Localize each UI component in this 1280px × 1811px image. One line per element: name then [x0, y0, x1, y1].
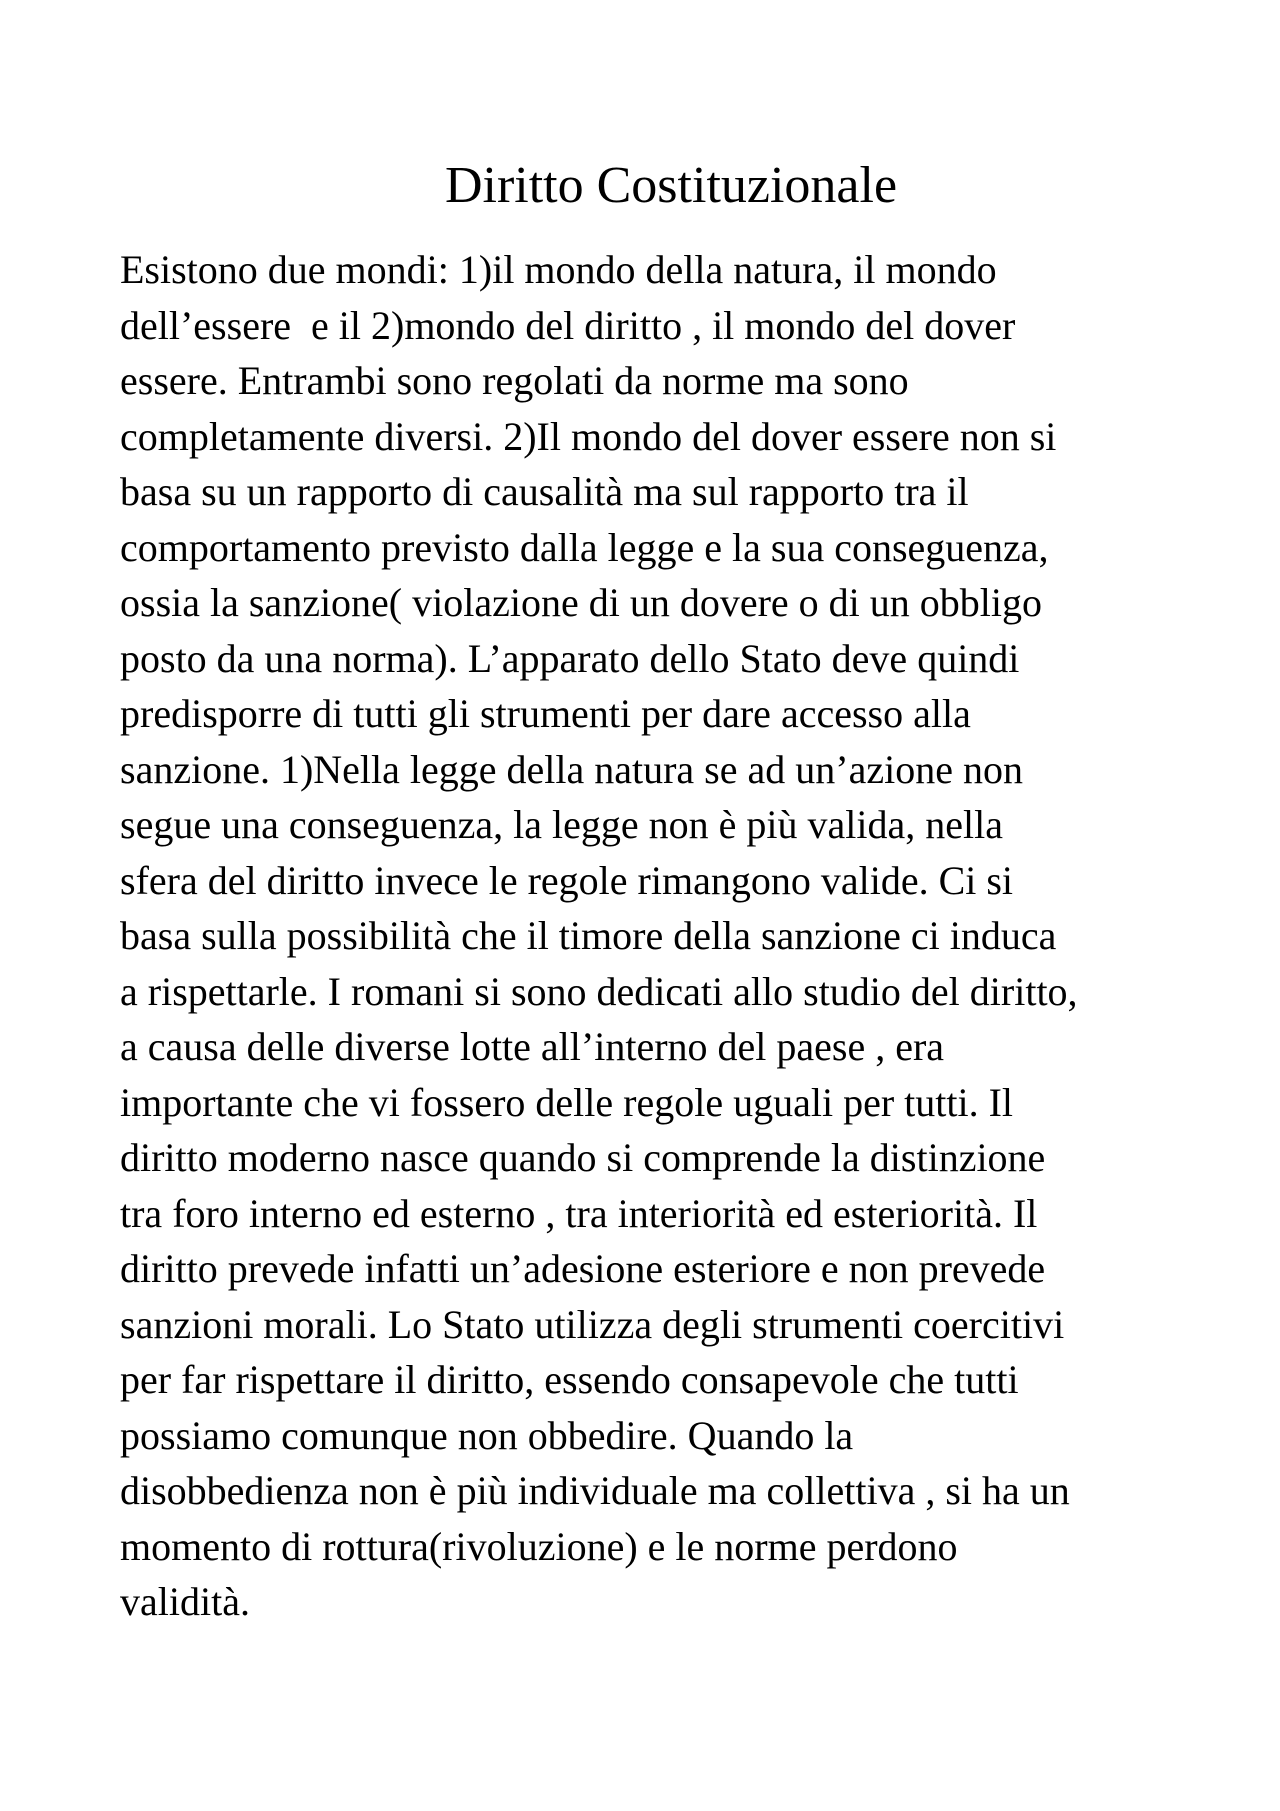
body-line: basa su un rapporto di causalità ma sul rapporto tra il: [120, 469, 969, 514]
document-title: Diritto Costituzionale: [444, 157, 898, 214]
body-line: diritto prevede infatti un’adesione esteriore e non prevede: [120, 1246, 1046, 1291]
body-line: basa sulla possibilità che il timore della sanzione ci induca: [120, 913, 1057, 958]
body-line: importante che vi fossero delle regole uguali per tutti. Il: [120, 1079, 1014, 1125]
body-line: posto da una norma). L’apparato dello Stato deve quindi: [120, 635, 1020, 681]
body-line: diritto moderno nasce quando si comprende la distinzione: [120, 1135, 1046, 1180]
body-line: sanzione. 1)Nella legge della natura se ad un’azione non: [120, 746, 1023, 792]
body-line: ossia la sanzione( violazione di un dovere o di un obbligo: [120, 580, 1043, 625]
body-line: dell’essere e il 2)mondo del diritto , il mondo del dover: [120, 302, 1016, 348]
body-line: completamente diversi. 2)Il mondo del dover essere non si: [120, 413, 1057, 459]
body-line: disobbedienza non è più individuale ma collettiva , si ha un: [120, 1468, 1070, 1513]
body-line: comportamento previsto dalla legge e la sua conseguenza,: [120, 524, 1049, 570]
body-line: per far rispettare il diritto, essendo consapevole che tutti: [120, 1357, 1019, 1402]
body-line: essere. Entrambi sono regolati da norme ma sono: [120, 358, 909, 403]
body-line: sanzioni morali. Lo Stato utilizza degli strumenti coercitivi: [120, 1301, 1065, 1347]
body-line: possiamo comunque non obbedire. Quando la: [120, 1412, 854, 1458]
body-line: a rispettarle. I romani si sono dedicati allo studio del diritto,: [120, 968, 1078, 1014]
body-line: momento di rottura(rivoluzione) e le norme perdono: [120, 1523, 958, 1569]
body-line: predisporre di tutti gli strumenti per dare accesso alla: [120, 691, 971, 736]
body-line: Esistono due mondi: 1)il mondo della natura, il mondo: [120, 247, 997, 292]
body-line: segue una conseguenza, la legge non è più valida, nella: [120, 802, 1003, 847]
document-body: [120, 242, 1200, 1630]
body-line: sfera del diritto invece le regole rimangono valide. Ci si: [120, 857, 1014, 903]
body-line: a causa delle diverse lotte all’interno del paese , era: [120, 1024, 945, 1069]
body-line: tra foro interno ed esterno , tra interiorità ed esteriorità. Il: [120, 1190, 1038, 1236]
body-line: validità.: [120, 1579, 250, 1624]
